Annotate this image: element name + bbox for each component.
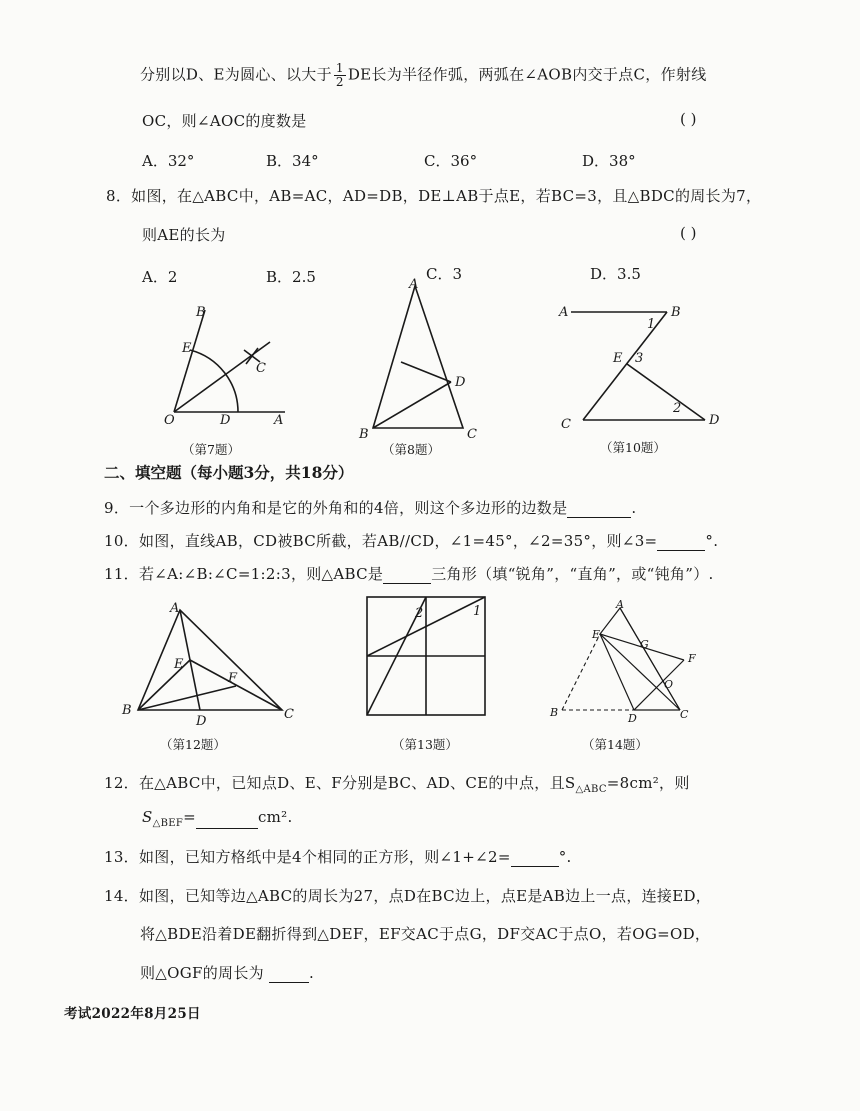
label-b: B (550, 706, 559, 719)
dashed-be (562, 634, 600, 710)
triangle-ac-side (600, 608, 680, 710)
half-fraction: $\frac{1}{2}$ (335, 61, 344, 89)
figure-12 (120, 598, 300, 728)
figure-10 (555, 300, 730, 430)
label-d: D (220, 413, 231, 428)
line-de (627, 364, 705, 420)
caption-fig7: （第7题） (182, 442, 240, 457)
label-b: B (359, 427, 369, 442)
q7-line1 (140, 62, 707, 89)
label-f: F (228, 671, 238, 686)
q8-line1: 8．如图，在△ABC中，AB=AC，AD=DB，DE⊥AB于点E，若BC=3，且△BDC的周长为7， (106, 187, 762, 205)
caption-fig14: （第14题） (582, 737, 648, 752)
q10-text: 10．如图，直线AB，CD被BC所截，若AB//CD，∠1=45°，∠2=35°，则∠3= (104, 532, 658, 550)
label-c: C (256, 361, 266, 376)
figure-7 (160, 300, 300, 430)
q7-option-b: B．34° (266, 152, 319, 170)
q14-line3: 则△OGF的周长为 . (140, 964, 315, 982)
label-d: D (628, 712, 637, 725)
exam-date-footer: 考试2022年8月25日 (64, 1006, 201, 1022)
q11-text-b: 三角形（填“锐角”，“直角”，或“钝角”）. (431, 565, 714, 583)
q9-blank[interactable] (567, 501, 631, 518)
label-b: B (122, 703, 132, 718)
q12-blank[interactable] (196, 812, 258, 829)
label-a: A (559, 305, 569, 320)
caption-fig13: （第13题） (392, 737, 458, 752)
label-a: A (170, 601, 180, 616)
angle-2: 2 (415, 606, 424, 621)
ray-ob (174, 310, 205, 412)
angle-3: 3 (635, 351, 644, 366)
q13-text: 13．如图，已知方格纸中是4个相同的正方形，则∠1+∠2= (104, 848, 511, 866)
angle-1: 1 (473, 604, 482, 619)
q8-option-b: B．2.5 (266, 268, 316, 286)
q12-sub-bef: △BEF (152, 818, 184, 829)
caption-fig8: （第8题） (382, 442, 440, 457)
label-o: O (164, 413, 175, 428)
q8-option-a: A．2 (142, 268, 178, 286)
label-e: E (174, 657, 184, 672)
q8-option-c: C．3 (426, 265, 463, 283)
label-b: B (671, 305, 681, 320)
angle-2: 2 (673, 401, 682, 416)
q7-line2: OC，则∠AOC的度数是 (142, 112, 307, 130)
label-c: C (561, 417, 571, 432)
label-f: F (688, 652, 696, 665)
angle-1: 1 (647, 317, 656, 332)
segment-ed (600, 634, 634, 710)
triangle-abc (373, 286, 463, 428)
q8-answer-paren: ( ) (680, 224, 697, 242)
label-a: A (409, 277, 419, 292)
figure-8 (355, 278, 485, 443)
label-c: C (680, 708, 689, 721)
segment-fd (634, 660, 684, 710)
label-d: D (455, 375, 466, 390)
label-o: O (664, 678, 674, 691)
label-d: D (709, 413, 720, 428)
label-e: E (613, 351, 623, 366)
q14-line1: 14．如图，已知等边△ABC的周长为27，点D在BC边上，点E是AB边上一点，连接ED， (104, 887, 712, 905)
q14-text: 则△OGF的周长为 (140, 964, 264, 982)
label-b: B (196, 305, 206, 320)
q9-line: 9．一个多边形的内角和是它的外角和的4倍，则这个多边形的边数是 . (104, 499, 637, 517)
q13-line: 13．如图，已知方格纸中是4个相同的正方形，则∠1+∠2= °. (104, 848, 572, 866)
q8-option-d: D．3.5 (590, 265, 641, 283)
q8-line2: 则AE的长为 (142, 226, 226, 244)
q7-line1-b: DE长为半径作弧，两弧在∠AOB内交于点C，作射线 (347, 65, 707, 84)
label-a: A (274, 413, 284, 428)
q14-line2: 将△BDE沿着DE翻折得到△DEF，EF交AC于点G，DF交AC于点O，若OG=OD， (140, 925, 711, 943)
figure-14 (548, 596, 708, 726)
q12-sub-abc: △ABC (575, 784, 607, 795)
q7-option-a: A．32° (142, 152, 195, 170)
q13-blank[interactable] (511, 850, 559, 867)
label-c: C (467, 427, 477, 442)
label-e: E (182, 341, 192, 356)
q12-line2: $S_{\triangle BEF}= cm^2$. (142, 808, 293, 829)
label-c: C (284, 707, 294, 722)
label-d: D (196, 714, 207, 729)
arc-de (190, 350, 238, 412)
label-g: G (640, 638, 649, 651)
section-heading: 二、填空题（每小题3分，共18分） (104, 463, 354, 482)
q11-text-a: 11．若∠A:∠B:∠C=1:2:3，则△ABC是 (104, 565, 384, 583)
q14-blank[interactable] (269, 966, 309, 983)
caption-fig12: （第12题） (160, 737, 226, 752)
label-e: E (592, 628, 601, 641)
q7-line1-a: 分别以D、E为圆心、以大于 (140, 65, 332, 84)
figure-13 (365, 595, 490, 720)
caption-fig10: （第10题） (600, 440, 666, 455)
q12-line1: 12．在△ABC中，已知点D、E、F分别是BC、AD、CE的中点，且$S_{\triangle ABC}=8cm^2$，则 (104, 774, 690, 795)
segment-bf (138, 686, 236, 710)
q11-blank[interactable] (383, 567, 431, 584)
q7-answer-paren: ( ) (680, 110, 697, 128)
triangle-abc (138, 610, 282, 710)
q7-option-d: D．38° (582, 152, 636, 170)
q7-option-c: C．36° (424, 152, 478, 170)
q10-line: 10．如图，直线AB，CD被BC所截，若AB//CD，∠1=45°，∠2=35°，则∠3= °. (104, 532, 719, 550)
label-a: A (616, 598, 624, 611)
q10-blank[interactable] (657, 534, 705, 551)
q11-line (104, 563, 714, 584)
q12-text: 12．在△ABC中，已知点D、E、F分别是BC、AD、CE的中点，且S (104, 774, 576, 792)
q9-text: 9．一个多边形的内角和是它的外角和的4倍，则这个多边形的边数是 (104, 499, 568, 517)
